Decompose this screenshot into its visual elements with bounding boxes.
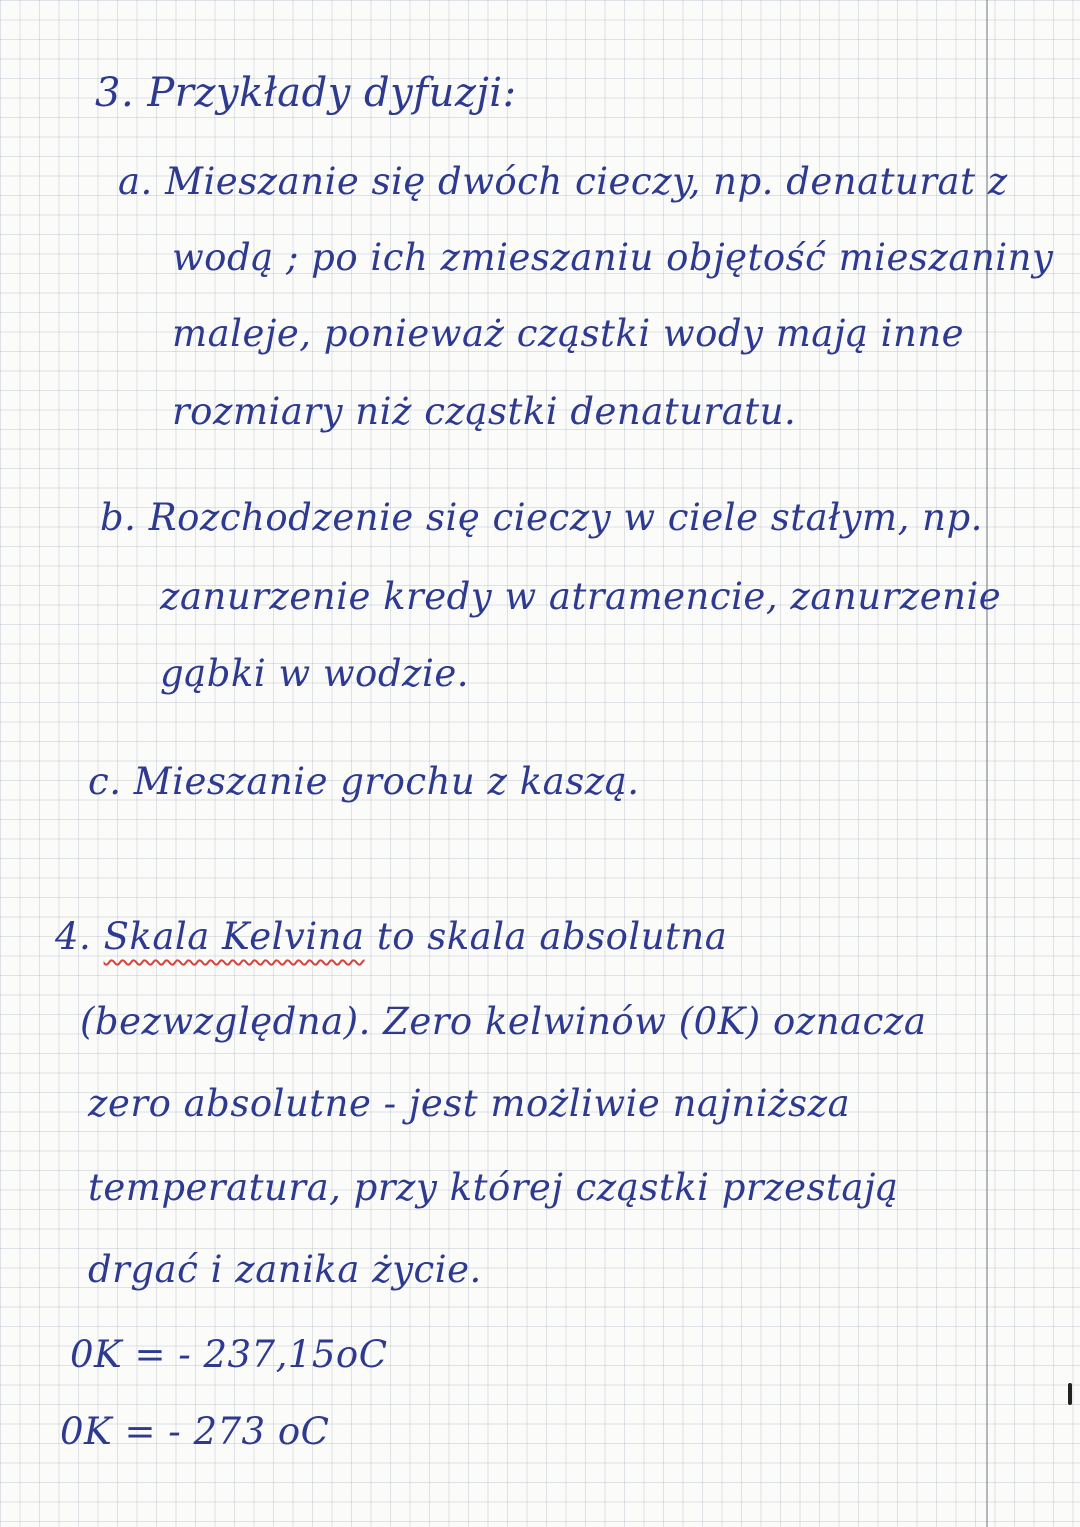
section-4-line-3: zero absolutne - jest możliwie najniższa [88, 1082, 851, 1125]
item-a-line-3: maleje, ponieważ cząstki wody mają inne [172, 312, 965, 355]
section-4-line-4: temperatura, przy której cząstki przestają [88, 1166, 899, 1209]
section-3-title: 3. Przykłady dyfuzji: [95, 70, 517, 116]
section-4-line-1 [55, 915, 727, 958]
item-b-line-3: gąbki w wodzie. [160, 652, 469, 695]
section-4-line-5: drgać i zanika życie. [88, 1248, 482, 1291]
item-a-line-1: a. Mieszanie się dwóch cieczy, np. denaturat z [118, 160, 1008, 203]
equation-1: 0K = - 237,15oC [70, 1333, 388, 1376]
kelvin-term-underlined: Skala Kelvina [103, 915, 365, 958]
equation-2: 0K = - 273 oC [60, 1410, 330, 1453]
item-c-line-1: c. Mieszanie grochu z kaszą. [88, 760, 640, 803]
item-a-line-4: rozmiary niż cząstki denaturatu. [172, 390, 797, 433]
section-4-line-2: (bezwzględna). Zero kelwinów (0K) oznacza [80, 1000, 927, 1043]
section-4-number: 4. [55, 915, 92, 958]
edge-mark [1068, 1383, 1072, 1405]
item-b-line-2: zanurzenie kredy w atramencie, zanurzenie [160, 575, 1002, 618]
section-4-line-1-rest: to skala absolutna [376, 915, 728, 958]
page-margin-line [986, 0, 988, 1527]
item-b-line-1: b. Rozchodzenie się cieczy w ciele stałym, np. [100, 496, 983, 539]
item-a-line-2: wodą ; po ich zmieszaniu objętość mieszaniny [172, 236, 1054, 279]
